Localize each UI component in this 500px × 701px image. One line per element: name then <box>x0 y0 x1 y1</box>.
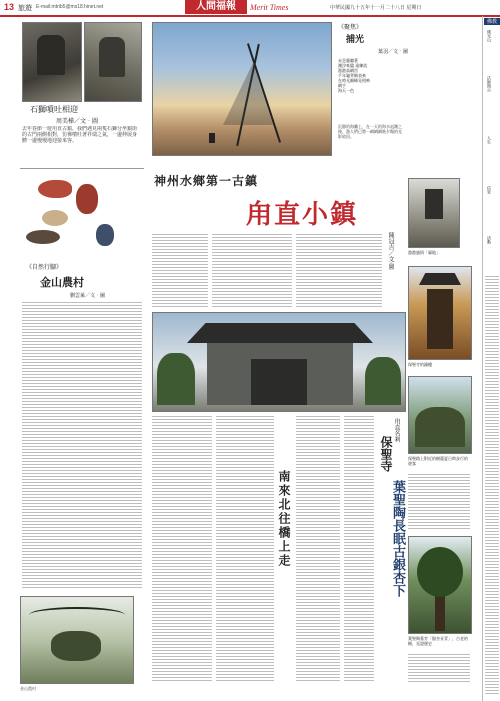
stone-lion-title: 石獅噴吐相迎 <box>30 105 78 114</box>
adjacent-item: 法師開示 <box>487 76 492 92</box>
nature-byline: 劉雲萊／文‧圖 <box>70 293 106 299</box>
center-article-body-2 <box>216 416 274 682</box>
bird-illustration-1 <box>38 180 72 198</box>
bridge-title: 南來北往橋上走 <box>277 470 291 568</box>
newspaper-logo: 人間福報 <box>185 0 247 14</box>
main-author: 陳冠吉／文‧圖 <box>387 232 394 270</box>
nature-label: 《自然行腳》 <box>26 264 63 271</box>
stone-lion-text: 去年春節一遊甪直古鎮，我們遇見兩隻石獅分坐鎮街的古門兩側相對，彷彿噴吐著祥瑞之氣，一邊伸展身體一邊慢慢地迎接來客。 <box>22 126 138 144</box>
pagoda-photo <box>408 266 472 360</box>
farm-caption: 金山農村 <box>20 686 36 691</box>
issue-date: 中華民國九十五年十一月二十八日 星期日 <box>330 5 422 11</box>
street-photo <box>408 376 472 454</box>
poem-line: 漁港高網罟 <box>338 68 358 73</box>
right-article-body <box>408 474 470 530</box>
focus-title: 捕光 <box>346 35 365 45</box>
page-number: 13 <box>4 2 15 12</box>
poem-line: 網手 <box>338 83 346 88</box>
poem-line: 海天一色 <box>338 88 354 93</box>
focus-text: 沉靜的海灘上，在一天的海水退潮之後，漁人們已將一網網網進夕陽的光影收回。 <box>338 124 402 139</box>
poem-line: 潮汐來臨 遠練流 <box>338 63 368 68</box>
adjacent-item: 人生 <box>487 136 492 144</box>
baosheng-subtitle: 葉聖陶長眠古銀杏下 <box>390 480 405 597</box>
adjacent-page-strip <box>482 16 500 701</box>
main-article-body-left <box>152 234 208 308</box>
stone-lion-photo-right <box>84 22 142 102</box>
bird-illustration-5 <box>96 224 114 246</box>
adjacent-item: 佛光山 <box>487 30 492 42</box>
main-article-body-right <box>296 234 382 308</box>
bird-illustration-4 <box>26 230 60 244</box>
focus-byline: 葉羽／文‧圖 <box>378 49 409 55</box>
center-article-body-4 <box>344 416 374 682</box>
stone-lion-photo-left <box>22 22 82 102</box>
poem-line: 在時光巔峰見相映 <box>338 78 370 83</box>
temple-gate-photo <box>152 312 406 412</box>
fishing-net-photo <box>152 22 332 156</box>
center-article-body-3 <box>296 416 340 682</box>
section-name: 旅遊 <box>18 5 32 12</box>
main-article-body-middle <box>212 234 292 308</box>
baosheng-title: 保聖寺 <box>379 436 393 472</box>
street-caption: 保聖路上附近的樹蔭夏日時步行的遊客 <box>408 456 468 466</box>
lion-tower-photo <box>408 178 460 248</box>
main-kicker: 神州水鄉第一古鎮 <box>154 174 259 188</box>
baosheng-kicker: 甪直名剎 <box>393 418 400 442</box>
adjacent-item: 信眾 <box>487 186 492 194</box>
supplement-name: Merit Times <box>250 3 289 12</box>
bird-illustration-2 <box>76 184 98 214</box>
bird-illustration-panel <box>22 176 140 252</box>
focus-poem <box>338 58 398 93</box>
poem-line: 未息靈聰著 <box>338 58 358 63</box>
nature-title: 金山農村 <box>40 276 84 289</box>
center-article-body-1 <box>152 416 212 682</box>
lion-tower-caption: 漁港風情「廟地」 <box>408 250 440 255</box>
divider <box>20 168 144 169</box>
nature-article-body <box>22 302 142 588</box>
email: E-mail:mtrib5@ms18.hinet.net <box>36 4 104 10</box>
ginkgo-tree-photo <box>408 536 472 634</box>
bird-illustration-3 <box>42 210 68 226</box>
masthead <box>0 0 500 17</box>
farm-photo <box>20 596 134 684</box>
main-title: 甪直小鎮 <box>246 200 359 230</box>
stone-lion-byline: 周美樺／文‧圖 <box>56 118 99 125</box>
focus-label: 《聚焦》 <box>338 24 363 31</box>
adjacent-item: 活動 <box>487 236 492 244</box>
right-bottom-text <box>408 654 470 684</box>
adjacent-page-header: 佛教 <box>484 18 500 25</box>
ginkgo-caption: 葉聖陶墓旁「銀杏長青」，古老的樹，見證歷史 <box>408 636 468 646</box>
pagoda-caption: 保聖寺的鐘樓 <box>408 362 432 367</box>
poem-line: 千年龜背稱表來 <box>338 73 366 78</box>
